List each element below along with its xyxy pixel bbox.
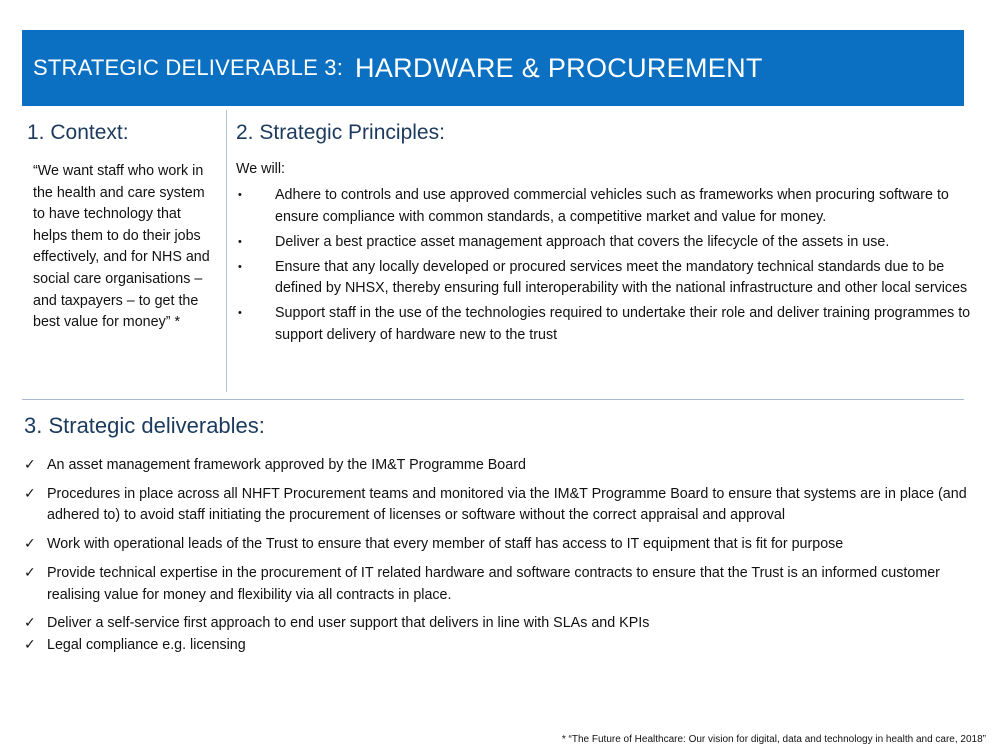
principle-item [236, 257, 984, 300]
deliverable-item [22, 534, 984, 556]
checkmark-icon: ✓ [24, 636, 36, 653]
deliverables-list [22, 455, 984, 664]
checkmark-icon: ✓ [24, 457, 36, 473]
principles-list [236, 185, 984, 347]
deliverable-text: An asset management framework approved by the IM&T Programme Board [47, 457, 526, 473]
deliverable-item [22, 484, 984, 527]
column-divider [226, 110, 227, 392]
bullet-icon: • [238, 189, 242, 201]
deliverable-item [22, 563, 984, 606]
checkmark-icon: ✓ [24, 536, 36, 553]
context-heading: 1. Context: [27, 121, 129, 144]
bullet-icon: • [238, 260, 242, 273]
principle-item [236, 185, 984, 228]
checkmark-icon: ✓ [24, 485, 36, 502]
title-banner [22, 30, 964, 106]
deliverable-text: Provide technical expertise in the procurement of IT related hardware and software contracts to ensure that the Trust is an informed customer realising value for money and flexibility via all contracts in place. [47, 564, 940, 603]
page-title: HARDWARE & PROCUREMENT [355, 52, 763, 83]
principle-text: Ensure that any locally developed or procured services meet the mandatory technical standards due to be defined by NHSX, thereby ensuring full interoperability with the national infrastructure and other local services [275, 258, 968, 297]
section-divider [22, 399, 964, 400]
principle-text: Support staff in the use of the technologies required to undertake their role and deliver training programmes to support delivery of hardware new to the trust [275, 305, 971, 344]
deliverable-text: Procedures in place across all NHFT Procurement teams and monitored via the IM&T Programme Board to ensure that systems are in place (and adhered to) to avoid staff initiating the procurement of licenses or software without the correct appraisal and approval [47, 485, 967, 524]
deliverable-item [22, 613, 984, 635]
principle-text: Adhere to controls and use approved commercial vehicles such as frameworks when procuring software to ensure compliance with common standards, a competitive market and value for money. [275, 187, 949, 225]
principles-heading: 2. Strategic Principles: [236, 121, 445, 144]
principle-item [236, 232, 984, 254]
principle-text: Deliver a best practice asset management approach that covers the lifecycle of the assets in use. [275, 233, 890, 250]
bullet-icon: • [238, 307, 242, 320]
deliverables-heading: 3. Strategic deliverables: [24, 413, 265, 438]
bullet-icon: • [238, 235, 242, 248]
context-quote: “We want staff who work in the health and care system to have technology that helps them to do their jobs effectively, and for NHS and social care organisations – and taxpayers – to get the best value for money” * [33, 163, 210, 331]
principles-intro: We will: [236, 161, 285, 177]
footnote: * “The Future of Healthcare: Our vision for digital, data and technology in health and care, 2018” [561, 734, 986, 745]
deliverable-text: Deliver a self-service first approach to end user support that delivers in line with SLAs and KPIs [47, 615, 650, 632]
principle-item [236, 303, 984, 346]
deliverable-item [22, 455, 984, 477]
title-prefix: STRATEGIC DELIVERABLE 3: [33, 55, 344, 80]
checkmark-icon: ✓ [24, 615, 36, 632]
deliverable-item [22, 635, 984, 657]
deliverable-text: Legal compliance e.g. licensing [47, 636, 246, 653]
checkmark-icon: ✓ [24, 564, 36, 581]
deliverable-text: Work with operational leads of the Trust to ensure that every member of staff has access to IT equipment that is fit for purpose [47, 536, 844, 553]
